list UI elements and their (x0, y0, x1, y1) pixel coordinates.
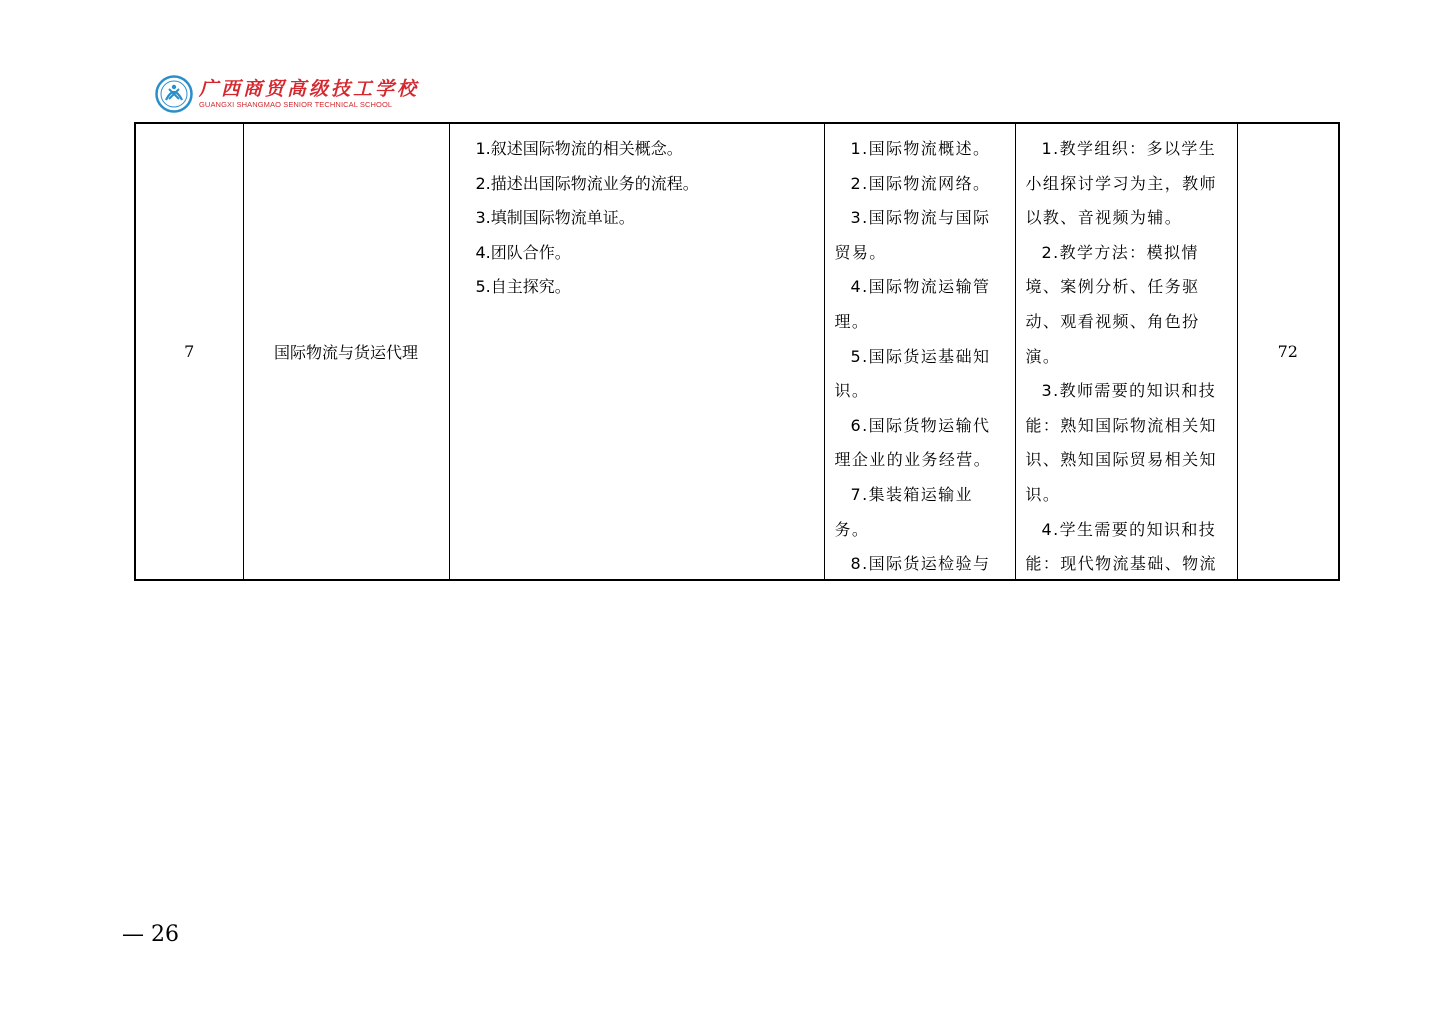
content-item: 8.国际货运检验与 (850, 554, 991, 574)
teaching-list (1016, 124, 1237, 579)
content-item: 3.国际物流与国际贸易。 (834, 208, 991, 262)
hours-value: 72 (1277, 342, 1298, 361)
hours-cell (1237, 123, 1339, 580)
page-number: — 26 (122, 922, 179, 947)
course-name: 国际物流与货运代理 (273, 343, 418, 362)
objective-item: 4.团队合作。 (475, 242, 571, 262)
objective-item: 2.描述出国际物流业务的流程。 (475, 173, 699, 193)
school-emblem-icon (155, 75, 193, 113)
teaching-item: 2.教学方法：模拟情境、案例分析、任务驱动、观看视频、角色扮演。 (1025, 242, 1200, 366)
objective-item: 3.填制国际物流单证。 (475, 208, 635, 228)
content-item: 4.国际物流运输管理。 (834, 277, 991, 331)
content-item: 2.国际物流网络。 (850, 173, 991, 193)
content-item: 5.国际货运基础知识。 (834, 346, 991, 401)
contents-list (825, 124, 1015, 579)
content-item: 7.集装箱运输业务。 (834, 484, 973, 539)
objective-item: 5.自主探究。 (475, 277, 571, 297)
page-header (155, 74, 419, 114)
content-item: 6.国际货物运输代理企业的业务经营。 (834, 415, 992, 470)
curriculum-table (134, 122, 1340, 581)
objectives-list (450, 124, 824, 579)
content-item: 1.国际物流概述。 (850, 139, 991, 158)
teaching-item: 1.教学组织：多以学生小组探讨学习为主，教师以教、音视频为辅。 (1025, 139, 1217, 228)
teaching-item: 3.教师需要的知识和技能：熟知国际物流相关知识、熟知国际贸易相关知识。 (1025, 381, 1217, 504)
contents-cell (824, 123, 1015, 580)
school-name-cn: 广西商贸高级技工学校 (199, 78, 420, 100)
course-name-cell (243, 123, 449, 580)
school-name-en: GUANGXI SHANGMAO SENIOR TECHNICAL SCHOOL (199, 100, 393, 109)
row-number-cell (135, 123, 243, 580)
objectives-cell (449, 123, 824, 580)
school-name (199, 78, 419, 110)
objective-item: 1.叙述国际物流的相关概念。 (475, 139, 683, 158)
teaching-cell (1015, 123, 1237, 580)
teaching-item: 4.学生需要的知识和技能：现代物流基础、物流 (1025, 519, 1217, 574)
row-number: 7 (184, 342, 195, 361)
table-row (135, 123, 1339, 580)
